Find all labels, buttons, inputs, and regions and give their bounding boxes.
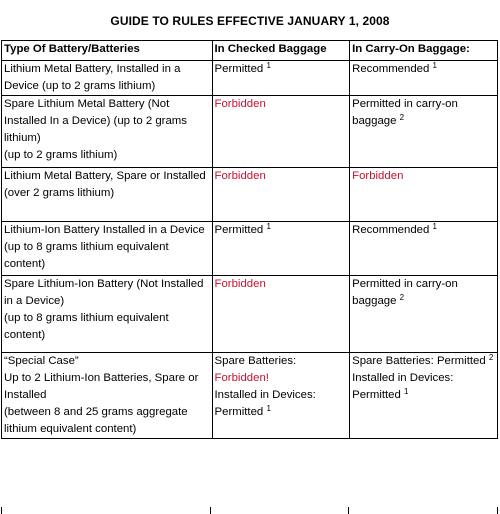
table-row <box>2 96 498 168</box>
battery-type-text: Spare Lithium Metal Battery (Not Installed In a Device) (up to 2 grams lithium) <box>4 98 187 144</box>
battery-type-text: (up to 8 grams lithium equivalent content) <box>4 241 169 270</box>
carry-on-spare-status: Spare Batteries: Permitted <box>352 355 486 367</box>
carry-on-status: Recommended <box>352 224 430 236</box>
carry-on-cell <box>350 96 498 168</box>
checked-cell <box>212 96 350 168</box>
battery-type-text: (up to 2 grams lithium) <box>4 149 118 161</box>
carry-on-cell <box>350 61 498 96</box>
checked-status-forbidden: Forbidden <box>214 278 266 290</box>
footnote-marker: 2 <box>399 113 405 122</box>
checked-cell <box>212 276 350 353</box>
battery-rules-table <box>1 40 498 439</box>
carry-on-status: Permitted in carry-on baggage <box>352 98 458 127</box>
page-title: GUIDE TO RULES EFFECTIVE JANUARY 1, 2008 <box>110 14 390 28</box>
carry-on-status-forbidden: Forbidden <box>352 170 404 182</box>
checked-installed-status: Installed in Devices: Permitted <box>214 389 316 418</box>
battery-type-text: Spare Lithium-Ion Battery (Not Installed in a Device) <box>4 278 204 307</box>
header-checked-baggage: In Checked Baggage <box>212 41 350 61</box>
table-row <box>2 353 498 439</box>
battery-type-text: (over 2 grams lithium) <box>4 187 115 199</box>
table-continuation <box>1 507 498 514</box>
table-row <box>2 222 498 276</box>
checked-status-forbidden: Forbidden <box>214 170 266 182</box>
carry-on-cell <box>350 276 498 353</box>
checked-status-forbidden: Forbidden! <box>214 372 269 384</box>
battery-type-cell <box>2 168 213 222</box>
checked-cell <box>212 353 350 439</box>
table-header-row <box>2 41 498 61</box>
footnote-marker: 1 <box>266 61 271 70</box>
column-divider <box>210 507 211 514</box>
table-row <box>2 168 498 222</box>
footnote-marker: 1 <box>404 387 409 396</box>
carry-on-installed-status: Installed in Devices: Permitted <box>352 372 454 401</box>
battery-type-text: (between 8 and 25 grams aggregate lithium equivalent content) <box>4 406 188 435</box>
checked-cell <box>212 168 350 222</box>
battery-type-cell <box>2 61 213 96</box>
battery-type-text: “Special Case” <box>4 355 79 367</box>
checked-cell <box>212 222 350 276</box>
battery-type-cell <box>2 96 213 168</box>
carry-on-status: Permitted in carry-on baggage <box>352 278 458 307</box>
checked-spare-label: Spare Batteries: <box>214 355 297 367</box>
battery-type-cell <box>2 276 213 353</box>
header-battery-type: Type Of Battery/Batteries <box>2 41 213 61</box>
table-row <box>2 276 498 353</box>
footnote-marker: 2 <box>399 293 405 302</box>
checked-cell <box>212 61 350 96</box>
footnote-marker: 1 <box>432 222 437 231</box>
carry-on-cell <box>350 353 498 439</box>
carry-on-cell <box>350 222 498 276</box>
battery-type-text: Lithium Metal Battery, Spare or Installed <box>4 170 206 182</box>
battery-type-text: Up to 2 Lithium-Ion Batteries, Spare or Installed <box>4 372 199 401</box>
battery-type-text: Lithium-Ion Battery Installed in a Device <box>4 224 205 236</box>
carry-on-status: Recommended <box>352 63 430 75</box>
footnote-marker: 1 <box>432 61 437 70</box>
checked-status: Permitted <box>214 224 264 236</box>
footnote-marker: 1 <box>266 404 271 413</box>
checked-status-forbidden: Forbidden <box>214 98 266 110</box>
battery-type-text: Lithium Metal Battery, Installed in a Device (up to 2 grams lithium) <box>4 63 181 92</box>
footnote-marker: 1 <box>266 222 271 231</box>
table-row <box>2 61 498 96</box>
battery-type-cell <box>2 353 213 439</box>
battery-type-text: (up to 8 grams lithium equivalent content) <box>4 312 169 341</box>
footnote-marker: 2 <box>488 353 494 362</box>
column-divider <box>348 507 349 514</box>
carry-on-cell <box>350 168 498 222</box>
checked-status: Permitted <box>214 63 264 75</box>
header-carry-on-baggage: In Carry-On Baggage: <box>350 41 498 61</box>
battery-type-cell <box>2 222 213 276</box>
